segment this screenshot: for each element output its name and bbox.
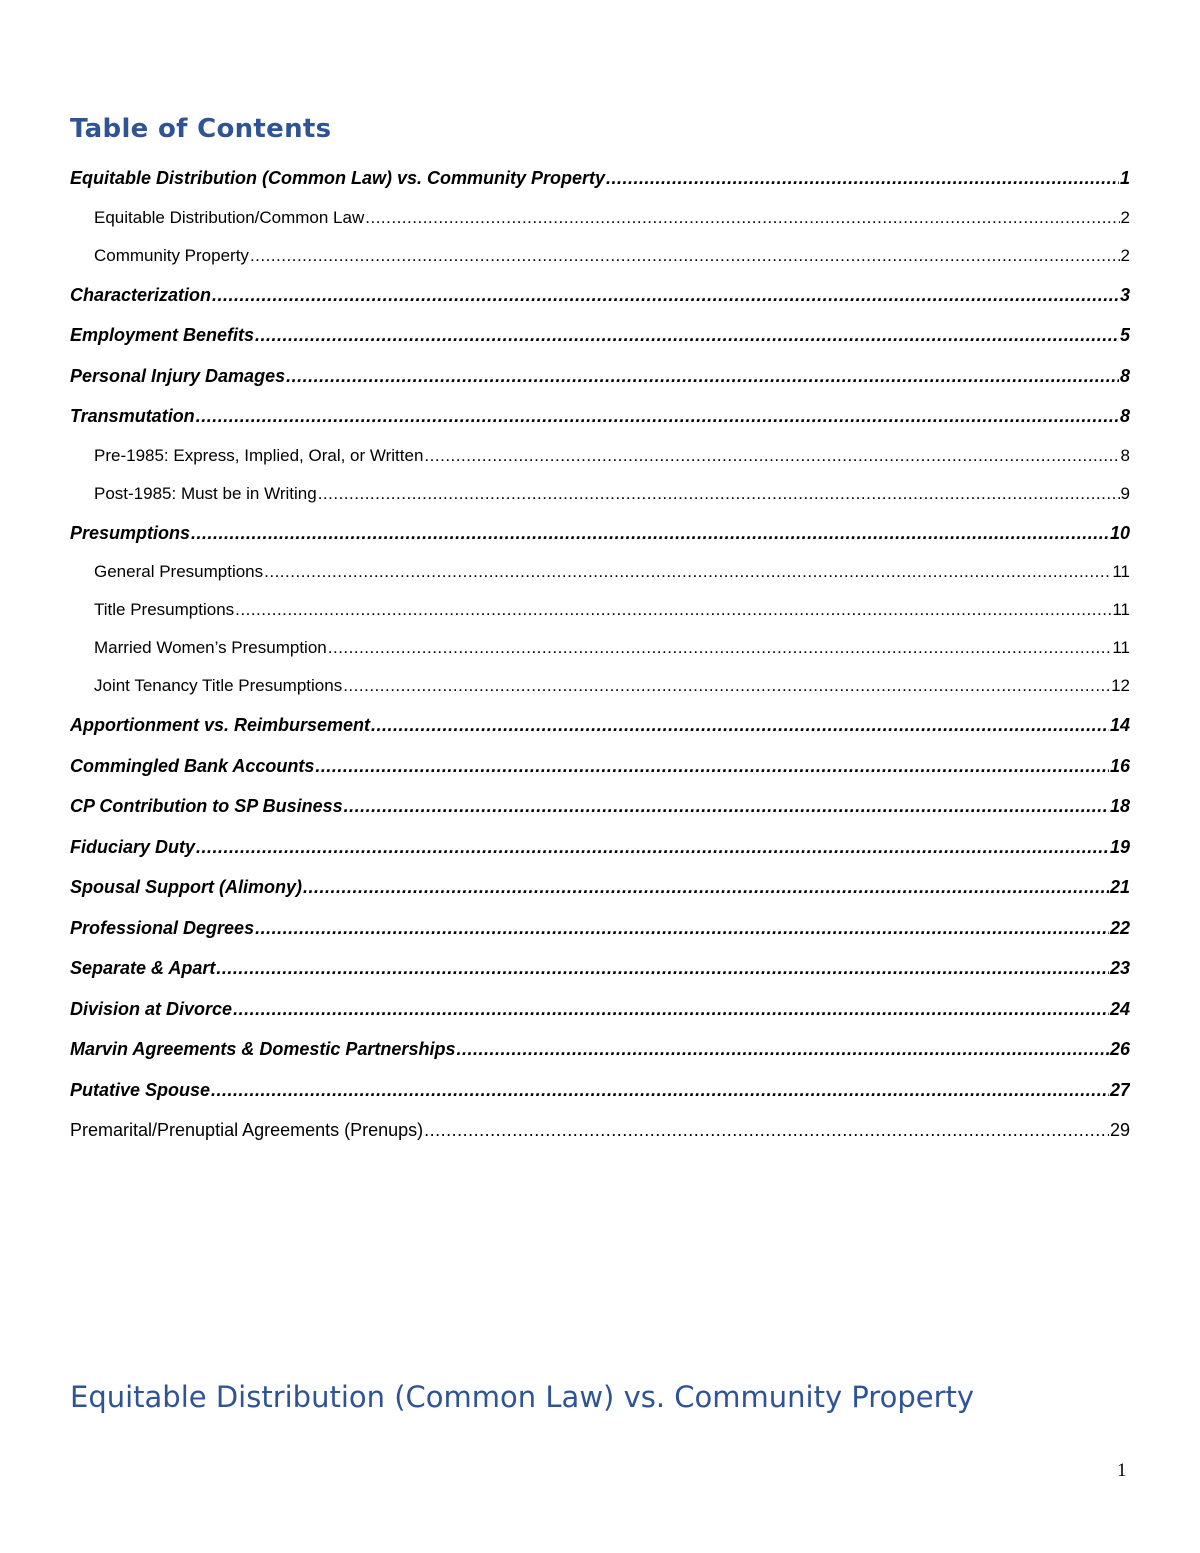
toc-entry-title: Transmutation bbox=[70, 406, 195, 426]
toc-entry-title: Characterization bbox=[70, 284, 212, 305]
toc-entry[interactable] bbox=[70, 315, 1130, 356]
toc-dot-leader bbox=[456, 1029, 1109, 1070]
toc-entry-page: 26 bbox=[1109, 1039, 1130, 1059]
toc-entry[interactable] bbox=[70, 908, 1130, 949]
toc-entry[interactable] bbox=[70, 237, 1130, 275]
toc-entry-page: 22 bbox=[1109, 917, 1130, 938]
toc-entry-title: Marvin Agreements & Domestic Partnerships bbox=[70, 1039, 456, 1059]
toc-entry[interactable] bbox=[70, 786, 1130, 827]
toc-entry-page: 11 bbox=[1112, 600, 1130, 619]
toc-entry-page: 24 bbox=[1109, 998, 1130, 1019]
toc-entry-title: Joint Tenancy Title Presumptions bbox=[94, 676, 343, 695]
toc-entry-page: 8 bbox=[1119, 365, 1130, 386]
table-of-contents bbox=[70, 158, 1130, 1151]
toc-entry-page: 12 bbox=[1111, 676, 1130, 695]
toc-entry-page: 18 bbox=[1109, 796, 1130, 816]
toc-entry-page: 29 bbox=[1109, 1120, 1130, 1140]
toc-dot-leader bbox=[343, 667, 1110, 705]
toc-entry-page: 11 bbox=[1112, 638, 1130, 657]
toc-dot-leader bbox=[212, 275, 1119, 316]
toc-entry[interactable] bbox=[70, 199, 1130, 237]
toc-entry-page: 14 bbox=[1109, 715, 1130, 735]
toc-entry-page: 2 bbox=[1120, 245, 1130, 265]
toc-dot-leader bbox=[250, 237, 1120, 275]
toc-entry-title: Title Presumptions bbox=[94, 600, 235, 619]
toc-entry-title: Community Property bbox=[94, 245, 249, 265]
toc-dot-leader bbox=[286, 356, 1119, 397]
toc-entry-title: Professional Degrees bbox=[70, 917, 255, 938]
toc-entry-title: Married Women’s Presumption bbox=[94, 638, 327, 657]
toc-entry-title: Commingled Bank Accounts bbox=[70, 755, 315, 776]
toc-entry-title: Separate & Apart bbox=[70, 958, 216, 978]
toc-entry[interactable] bbox=[70, 437, 1130, 475]
toc-entry[interactable] bbox=[70, 989, 1130, 1030]
toc-dot-leader bbox=[328, 629, 1112, 667]
toc-entry-title: General Presumptions bbox=[94, 562, 264, 581]
toc-dot-leader bbox=[233, 989, 1109, 1030]
section-heading: Equitable Distribution (Common Law) vs. Community Property bbox=[70, 1380, 975, 1414]
toc-entry-page: 1 bbox=[1119, 168, 1130, 188]
toc-entry-title: Pre-1985: Express, Implied, Oral, or Written bbox=[94, 445, 424, 465]
toc-dot-leader bbox=[315, 746, 1109, 787]
toc-entry-title: Personal Injury Damages bbox=[70, 365, 286, 386]
toc-heading: Table of Contents bbox=[70, 114, 332, 144]
toc-entry[interactable] bbox=[70, 667, 1130, 705]
toc-dot-leader bbox=[303, 867, 1109, 908]
toc-entry[interactable] bbox=[70, 475, 1130, 513]
toc-entry[interactable] bbox=[70, 275, 1130, 316]
toc-dot-leader bbox=[264, 553, 1111, 591]
toc-entry-page: 11 bbox=[1112, 562, 1130, 581]
toc-dot-leader bbox=[365, 199, 1119, 237]
toc-dot-leader bbox=[318, 475, 1120, 513]
toc-entry-title: Premarital/Prenuptial Agreements (Prenups) bbox=[70, 1120, 424, 1140]
toc-entry[interactable] bbox=[70, 591, 1130, 629]
toc-entry-title: Division at Divorce bbox=[70, 998, 233, 1019]
toc-entry-page: 19 bbox=[1109, 836, 1130, 857]
toc-entry-title: Apportionment vs. Reimbursement bbox=[70, 715, 371, 735]
toc-entry-page: 5 bbox=[1119, 325, 1130, 345]
toc-entry[interactable] bbox=[70, 746, 1130, 787]
toc-entry-page: 23 bbox=[1109, 958, 1130, 978]
toc-entry-title: Post-1985: Must be in Writing bbox=[94, 483, 317, 503]
toc-entry-title: Fiduciary Duty bbox=[70, 836, 196, 857]
toc-dot-leader bbox=[191, 513, 1109, 554]
toc-entry-page: 8 bbox=[1120, 445, 1130, 465]
toc-entry[interactable] bbox=[70, 705, 1130, 746]
toc-entry-title: Equitable Distribution/Common Law bbox=[94, 207, 365, 227]
toc-entry-title: Putative Spouse bbox=[70, 1079, 211, 1100]
toc-entry[interactable] bbox=[70, 948, 1130, 989]
toc-entry-title: Equitable Distribution (Common Law) vs. Community Property bbox=[70, 168, 606, 188]
toc-entry-title: CP Contribution to SP Business bbox=[70, 796, 343, 816]
toc-entry-page: 9 bbox=[1120, 483, 1130, 503]
toc-entry[interactable] bbox=[70, 513, 1130, 554]
toc-entry[interactable] bbox=[70, 629, 1130, 667]
toc-dot-leader bbox=[255, 908, 1109, 949]
toc-entry-title: Presumptions bbox=[70, 522, 191, 543]
toc-dot-leader bbox=[211, 1070, 1109, 1111]
toc-entry-page: 2 bbox=[1120, 207, 1130, 227]
toc-entry[interactable] bbox=[70, 158, 1130, 199]
toc-entry[interactable] bbox=[70, 1029, 1130, 1070]
toc-entry[interactable] bbox=[70, 553, 1130, 591]
toc-entry-title: Spousal Support (Alimony) bbox=[70, 877, 302, 897]
toc-entry-page: 21 bbox=[1109, 877, 1130, 897]
toc-entry-page: 27 bbox=[1109, 1079, 1130, 1100]
toc-dot-leader bbox=[216, 948, 1109, 989]
toc-entry[interactable] bbox=[70, 827, 1130, 868]
toc-entry-title: Employment Benefits bbox=[70, 325, 255, 345]
toc-entry[interactable] bbox=[70, 867, 1130, 908]
toc-entry[interactable] bbox=[70, 1110, 1130, 1151]
toc-dot-leader bbox=[606, 158, 1119, 199]
toc-entry-page: 16 bbox=[1109, 755, 1130, 776]
toc-dot-leader bbox=[196, 396, 1119, 437]
toc-dot-leader bbox=[235, 591, 1111, 629]
toc-dot-leader bbox=[424, 437, 1119, 475]
toc-dot-leader bbox=[424, 1110, 1109, 1151]
toc-entry-page: 3 bbox=[1119, 284, 1130, 305]
toc-dot-leader bbox=[255, 315, 1119, 356]
toc-dot-leader bbox=[344, 786, 1109, 827]
toc-dot-leader bbox=[371, 705, 1109, 746]
toc-entry-page: 10 bbox=[1109, 522, 1130, 543]
toc-entry[interactable] bbox=[70, 396, 1130, 437]
page-number: 1 bbox=[1117, 1460, 1127, 1481]
toc-entry[interactable] bbox=[70, 1070, 1130, 1111]
toc-entry-page: 8 bbox=[1119, 406, 1130, 426]
toc-dot-leader bbox=[196, 827, 1109, 868]
toc-entry[interactable] bbox=[70, 356, 1130, 397]
